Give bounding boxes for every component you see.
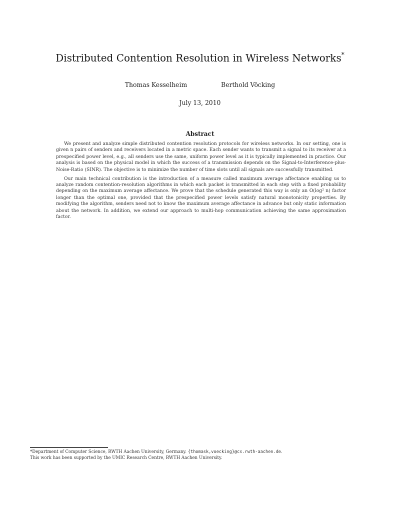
footnote-rule — [30, 447, 108, 448]
abstract-paragraph: We present and analyze simple distributed contention resolution protocols for wireless networks. In our setting, one is given n pairs of senders and receivers located in a metric space. Each sender wants to transmit a signal to its receiver at a prespecified power level, e.g., all senders use the same, uniform power level as it is typically implemented in practice. Our analysis is based on the physical model in which the success of a transmission depends on the Signal-to-Interference-plus-Noise-Ratio (SINR). The objective is to minimize the number of time slots until all signals are successfully transmitted. — [56, 142, 346, 173]
footnote-affiliation: *Department of Computer Science, RWTH Aachen University, Germany. {thomask,voecking}@cs.rwth-aachen.de. — [30, 450, 283, 455]
publication-date: July 13, 2010 — [179, 100, 221, 107]
author-name: Berthold Vöcking — [221, 82, 276, 89]
author-name: Thomas Kesselheim — [124, 82, 188, 89]
footnote-funding: This work has been supported by the UMIC Research Centre, RWTH Aachen University. — [30, 456, 223, 462]
title-footnote-mark: * — [341, 52, 345, 59]
abstract-paragraph: Our main technical contribution is the introduction of a measure called maximum average affectance enabling us to analyze random contention-resolution algorithms in which each packet is transmitted in each step with a fixed probability depending on the maximum average affectance. We prove that the schedule generated this way is only an O(log² n) factor longer than the optimal one, provided that the prespecified power levels satisfy natural monotonicity properties. By modifying the algorithm, senders need not to know the maximum average affectance in advance but only static information about the network. In addition, we extend our approach to multi-hop communication achieving the same approximation factor. — [56, 176, 346, 220]
abstract-body — [56, 142, 346, 221]
abstract-heading: Abstract — [185, 131, 215, 138]
footnotes — [30, 450, 370, 463]
paper-title: Distributed Contention Resolution in Wireless Networks* — [55, 52, 345, 65]
author-list — [0, 82, 400, 89]
author-email: {thomask,voecking}@cs.rwth-aachen.de — [187, 450, 282, 455]
